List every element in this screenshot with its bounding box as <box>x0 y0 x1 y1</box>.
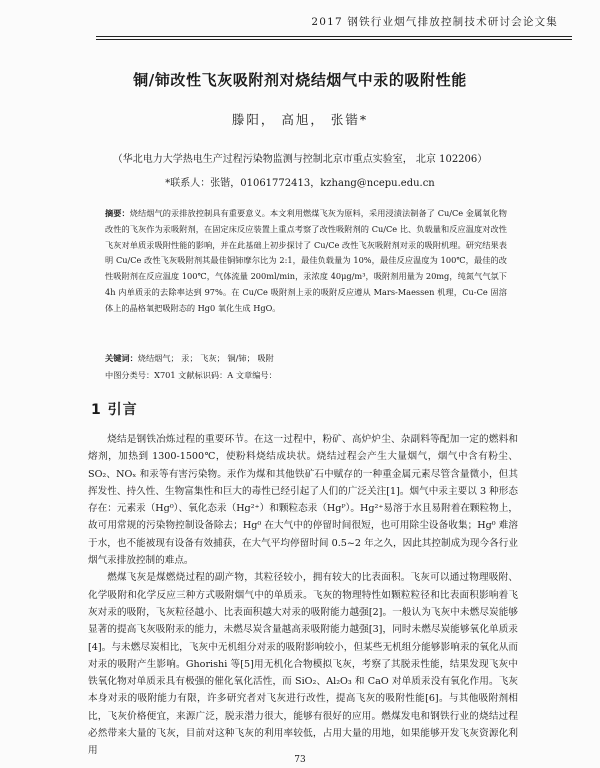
contact-info: *联系人：张锴，01061772413，kzhang@ncepu.edu.cn <box>165 178 435 189</box>
section-heading: 1 引言 <box>91 402 138 418</box>
page-number: 73 <box>294 755 306 765</box>
abstract-text: 烧结烟气的汞排放控制具有重要意义。本文利用燃煤飞灰为原料，采用浸渍法制备了 Cu/Ce 金属氧化物改性的飞灰作为汞吸附剂，在固定床反应装置上重点考察了改性吸附剂的 Cu/Ce 比、负载量和反应温度对改性飞灰对单质汞吸附性能的影响，并在此基础上初步探讨了 Cu/Ce 改性飞灰吸附剂对汞的吸附机理。研究结果表明 Cu/Ce 改性飞灰吸附剂其最佳铜铈摩尔比为 2:1，最佳负载量为 10%，最佳反应温度为 100℃，最佳的改性吸附剂在反应温度 100℃，气体流量 200ml/min，汞浓度 40μg/m³，吸附剂用量为 20mg，纯氮气气氛下 4h 内单质汞的去除率达到 97%。在 Cu/Ce 吸附剂上汞的吸附反应遵从 Mars-Maessen 机理，Cu-Ce 固溶体上的晶格氧把吸附态的 Hg0 氧化生成 HgO。 <box>105 208 507 313</box>
affiliation: （华北电力大学热电生产过程污染物监测与控制北京市重点实验室， 北京 102206） <box>112 154 488 165</box>
paper-title: 铜/铈改性飞灰吸附剂对烧结烟气中汞的吸附性能 <box>133 71 467 89</box>
body-paragraph: 烧结是钢铁冶炼过程的重要环节。在这一过程中，粉矿、高炉炉尘、杂副料等配加一定的燃料和熔剂，加热到 1300-1500℃，使粉料烧结成块状。烧结过程会产生大量烟气，烟气中含有粉尘、SO₂、NOₓ 和汞等有害污染物。汞作为煤和其他铁矿石中赋存的一种重金属元素尽管含量微小，但其挥发性、持久性、生物富集性和巨大的毒性已经引起了人们的广泛关注[1]。烟气中汞主要以 3 种形态存在：元素汞（Hg⁰）、氧化态汞（Hg²⁺）和颗粒态汞（Hgᴾ）。Hg²⁺易溶于水且易附着在颗粒物上，故可用常规的污染物控制设备除去；Hg⁰ 在大气中的停留时间很短，也可用除尘设备收集；Hg⁰ 难溶于水，也不能被现有设备有效捕获，在大气平均停留时间 0.5~2 年之久，因此其控制成为现今各行业烟气汞排放控制的难点。 <box>88 434 518 567</box>
header-rule-thick <box>96 36 572 37</box>
section-body <box>88 431 518 760</box>
body-paragraph: 燃煤飞灰是煤燃烧过程的副产物，其粒径较小，拥有较大的比表面积。飞灰可以通过物理吸附、化学吸附和化学反应三种方式吸附烟气中的单质汞。飞灰的物理特性如颗粒粒径和比表面积影响着飞灰对汞的吸附，飞灰粒径越小、比表面积越大对汞的吸附能力越强[2]。一般认为飞灰中未燃尽炭能够显著的提高飞灰吸附汞的能力，未燃尽炭含量越高汞吸附能力越强[3]，同时未燃尽炭能够氧化单质汞[4]。与未燃尽炭相比，飞灰中无机组分对汞的吸附影响较小，但某些无机组分能够影响汞的氧化从而对汞的吸附产生影响。Ghorishi 等[5]用无机化合物模拟飞灰，考察了其脱汞性能，结果发现飞灰中铁氧化物对单质汞具有极强的催化氧化活性，而 SiO₂、Al₂O₃ 和 CaO 对单质汞没有氧化作用。飞灰本身对汞的吸附能力有限，许多研究者对飞灰进行改性，提高飞灰的吸附性能[6]。与其他吸附剂相比，飞灰价格便宜，来源广泛，脱汞潜力很大，能够有很好的应用。燃煤发电和钢铁行业的烧结过程必然带来大量的飞灰，目前对这种飞灰的利用率较低，占用大量的用地，如果能够开发飞灰资源化利用 <box>88 572 518 757</box>
header-rule-thin <box>96 39 572 40</box>
abstract-label: 摘要： <box>105 208 130 218</box>
running-header: 2017 钢铁行业烟气排放控制技术研讨会论文集 <box>311 16 558 28</box>
author-list: 滕阳， 高旭， 张锴* <box>231 112 369 127</box>
keywords-text: 烧结烟气； 汞； 飞灰； 铜/铈； 吸附 <box>137 353 274 363</box>
keywords <box>105 351 507 367</box>
abstract <box>105 206 507 317</box>
keywords-label: 关键词： <box>105 353 138 363</box>
classification-line: 中图分类号：X701 文献标识码：A 文章编号： <box>105 370 277 380</box>
